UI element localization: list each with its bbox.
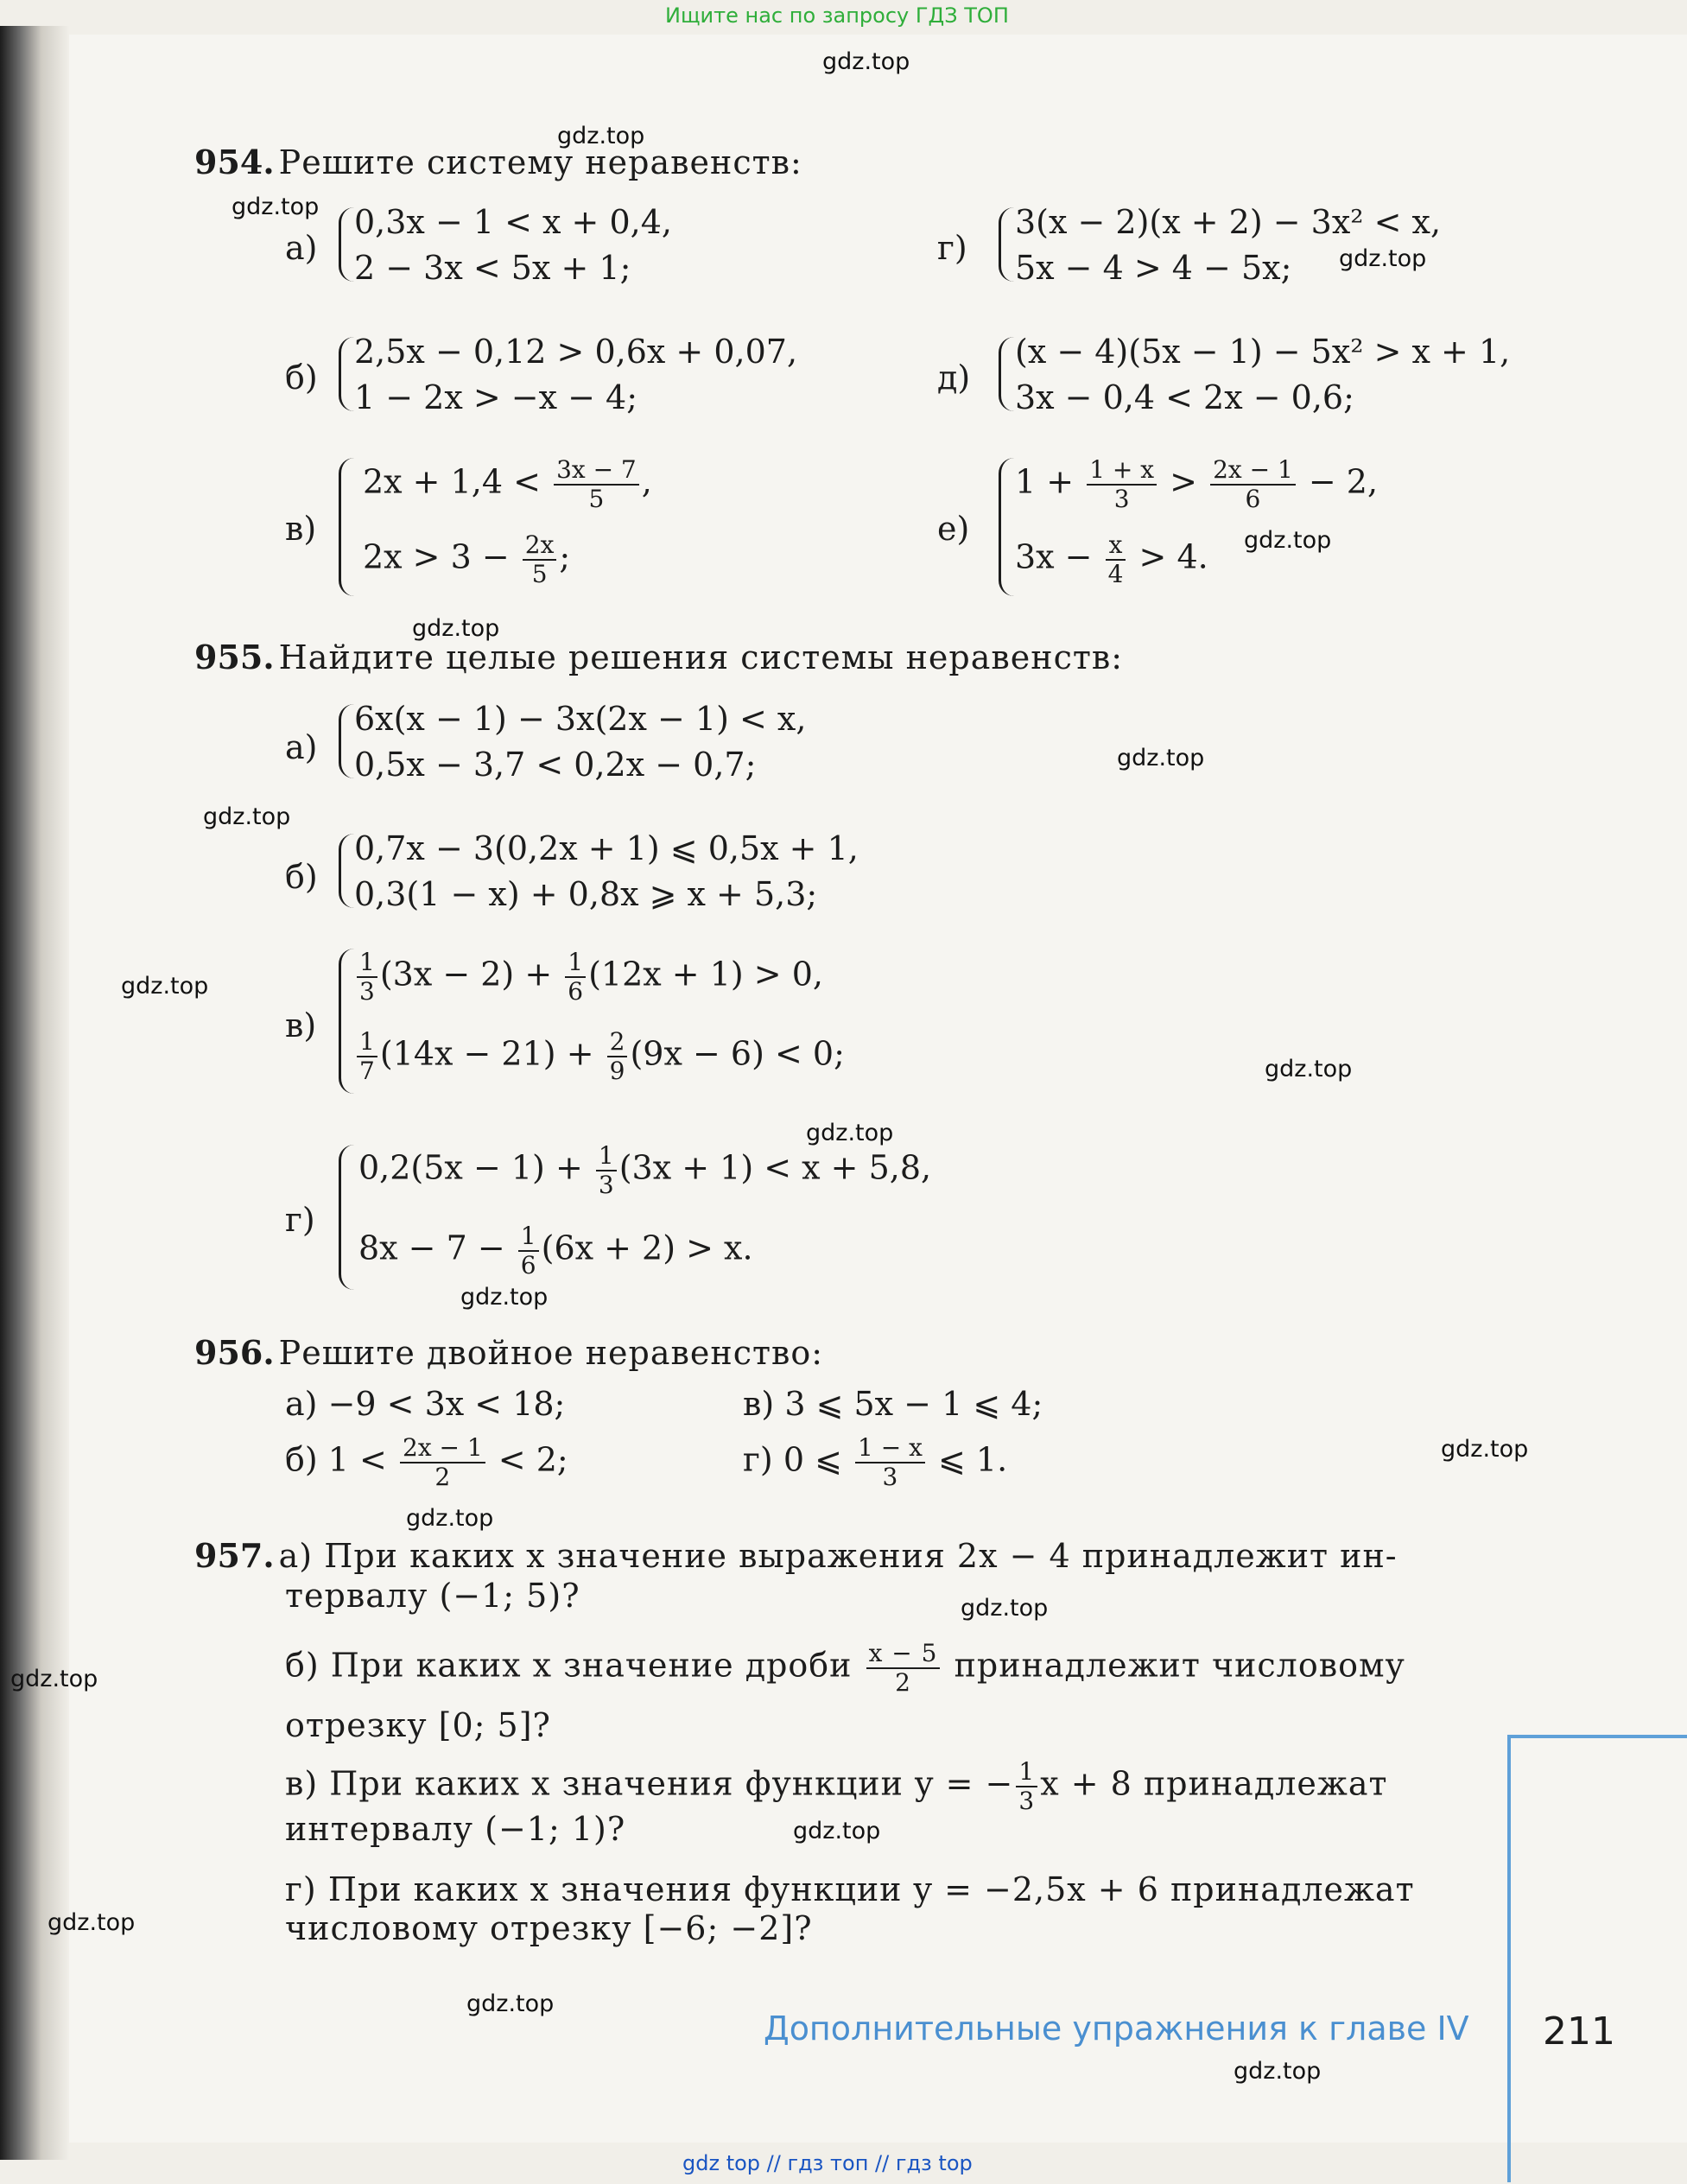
numerator: 1 [596, 1142, 617, 1171]
top-banner: Ищите нас по запросу ГДЗ ТОП [665, 3, 1009, 28]
double-inequality-b [285, 1434, 568, 1491]
expr: > [1170, 462, 1198, 501]
numerator: x [1106, 531, 1126, 561]
numerator: 1 [357, 1028, 377, 1057]
system-brace [999, 337, 1017, 411]
task-957-b [285, 1640, 1405, 1697]
watermark: gdz.top [1244, 527, 1332, 554]
expr: < 2; [498, 1440, 568, 1479]
numerator: 1 − x [855, 1434, 925, 1463]
task-title: Найдите целые решения системы неравенств: [278, 638, 1124, 676]
denominator: 3 [882, 1463, 898, 1492]
inequality: 5x − 4 > 4 − 5x; [1015, 249, 1292, 287]
task-text: числовому отрезку [−6; −2]? [285, 1909, 813, 1947]
denominator: 6 [568, 977, 584, 1006]
watermark: gdz.top [231, 194, 320, 220]
watermark: gdz.top [1117, 745, 1205, 771]
label-v: в) [285, 510, 317, 548]
numerator: 1 [1016, 1758, 1037, 1787]
expr: 2x + 1,4 < [363, 462, 541, 501]
numerator: 3x − 7 [554, 456, 639, 486]
label-e: е) [937, 510, 970, 548]
fraction [1210, 456, 1296, 513]
fraction [523, 531, 557, 588]
numerator: 1 [565, 949, 586, 978]
watermark: gdz.top [793, 1818, 881, 1844]
expr: (14x − 21) + [379, 1034, 594, 1073]
task-text: тервалу (−1; 5)? [285, 1577, 580, 1615]
denominator: 9 [609, 1057, 625, 1086]
inequality [358, 1142, 931, 1199]
system-brace [999, 458, 1017, 596]
watermark: gdz.top [1234, 2058, 1322, 2085]
task-text: в) При каких x значения функции y = − [285, 1764, 1014, 1803]
watermark: gdz.top [1265, 1056, 1353, 1082]
denominator: 5 [588, 485, 605, 514]
inequality: (x − 4)(5x − 1) − 5x² > x + 1, [1015, 333, 1511, 371]
watermark: gdz.top [1339, 245, 1427, 272]
inequality: 3x − 0,4 < 2x − 0,6; [1015, 378, 1354, 416]
denominator: 6 [1245, 485, 1261, 514]
expr: 0 ⩽ [783, 1440, 842, 1479]
task-number: 957. [194, 1536, 275, 1575]
task-text: принадлежит числовому [954, 1646, 1405, 1685]
label-b: б) [285, 359, 318, 397]
numerator: 2 [607, 1028, 628, 1057]
inequality [354, 1028, 845, 1085]
numerator: 2x − 1 [1210, 456, 1296, 486]
denominator: 3 [598, 1171, 614, 1200]
inequality: 2,5x − 0,12 > 0,6x + 0,07, [354, 333, 798, 371]
numerator: x − 5 [866, 1640, 941, 1669]
numerator: 1 [357, 949, 377, 978]
watermark: gdz.top [460, 1284, 549, 1311]
denominator: 5 [531, 560, 548, 589]
fraction [1087, 456, 1157, 513]
denominator: 2 [434, 1463, 451, 1492]
expr: −9 < 3x < 18; [327, 1385, 566, 1423]
watermark: gdz.top [557, 123, 645, 149]
label-a: а) [285, 1385, 318, 1423]
label-a: а) [285, 229, 318, 267]
expr: (12x + 1) > 0, [588, 955, 823, 994]
inequality: 0,3x − 1 < x + 0,4, [354, 203, 672, 241]
expr: 1 + [1015, 462, 1075, 501]
expr: 1 < [327, 1440, 387, 1479]
expr: 3 ⩽ 5x − 1 ⩽ 4; [784, 1385, 1043, 1423]
label-a: а) [285, 728, 318, 766]
chapter-title: Дополнительные упражнения к главе IV [764, 2009, 1469, 2048]
task-number: 955. [194, 638, 275, 676]
label-v: в) [743, 1385, 775, 1423]
watermark: gdz.top [822, 48, 910, 75]
denominator: 2 [895, 1668, 911, 1698]
numerator: 1 + x [1087, 456, 1157, 486]
double-inequality-v [743, 1385, 1043, 1423]
double-inequality-a [285, 1385, 565, 1423]
task-955-header [194, 638, 1123, 676]
watermark: gdz.top [121, 973, 209, 1000]
task-text: x + 8 принадлежат [1040, 1764, 1388, 1803]
watermark: gdz.top [961, 1595, 1049, 1622]
expr: 2x > 3 − [363, 537, 510, 576]
denominator: 4 [1107, 560, 1124, 589]
system-brace [339, 1145, 357, 1290]
task-956-header [194, 1333, 823, 1372]
chapter-rule [1507, 1735, 1511, 2182]
label-v: в) [285, 1006, 317, 1044]
inequality: 1 − 2x > −x − 4; [354, 378, 638, 416]
page-gutter-shadow [0, 26, 69, 2160]
task-954-header [194, 143, 802, 181]
double-inequality-g [743, 1434, 1007, 1491]
numerator: 2x [523, 531, 557, 561]
inequality [1015, 531, 1208, 588]
task-text: а) При каких x значение выражения 2x − 4 принадлежит ин- [278, 1537, 1398, 1575]
fraction [1016, 1758, 1037, 1815]
denominator: 3 [1113, 485, 1130, 514]
numerator: 1 [518, 1222, 539, 1252]
inequality: 6x(x − 1) − 3x(2x − 1) < x, [354, 700, 807, 738]
numerator: 2x − 1 [400, 1434, 485, 1463]
watermark: gdz.top [406, 1505, 494, 1532]
expr: (3x + 1) < x + 5,8, [618, 1148, 932, 1187]
expr: − 2, [1308, 462, 1379, 501]
inequality: 0,5x − 3,7 < 0,2x − 0,7; [354, 746, 757, 784]
inequality [358, 1222, 753, 1279]
task-957-v [285, 1758, 1388, 1815]
fraction [596, 1142, 617, 1199]
expr: ⩽ 1. [938, 1440, 1008, 1479]
watermark: gdz.top [466, 1990, 555, 2017]
inequality: 0,7x − 3(0,2x + 1) ⩽ 0,5x + 1, [354, 829, 859, 867]
fraction [1106, 531, 1126, 588]
task-957-line-a1 [194, 1536, 1398, 1575]
fraction [400, 1434, 485, 1491]
fraction [607, 1028, 628, 1085]
inequality [363, 531, 570, 588]
system-brace [339, 458, 357, 596]
denominator: 3 [1018, 1787, 1036, 1816]
system-brace [999, 207, 1017, 282]
expr: > 4. [1138, 537, 1208, 576]
expr: 8x − 7 − [358, 1228, 505, 1267]
bottom-footer: gdz top // гдз топ // гдз top [682, 2151, 973, 2175]
inequality: 2 − 3x < 5x + 1; [354, 249, 631, 287]
watermark: gdz.top [10, 1666, 98, 1692]
task-text: б) При каких x значение дроби [285, 1646, 853, 1685]
fraction [866, 1640, 941, 1697]
task-text: отрезку [0; 5]? [285, 1706, 551, 1744]
label-g: г) [743, 1440, 773, 1479]
expr: (6x + 2) > x. [541, 1228, 753, 1267]
label-g: г) [285, 1201, 315, 1239]
inequality [354, 949, 823, 1006]
chapter-rule [1507, 1735, 1687, 1738]
denominator: 6 [520, 1251, 536, 1280]
task-number: 954. [194, 143, 275, 181]
inequality: 0,3(1 − x) + 0,8x ⩾ x + 5,3; [354, 875, 818, 913]
fraction [554, 456, 639, 513]
expr: (9x − 6) < 0; [630, 1034, 845, 1073]
expr: 3x − [1015, 537, 1093, 576]
fraction [518, 1222, 539, 1279]
watermark: gdz.top [412, 615, 500, 642]
fraction [357, 949, 377, 1006]
page-number: 211 [1543, 2009, 1615, 2054]
fraction [565, 949, 586, 1006]
inequality [1015, 456, 1378, 513]
label-g: г) [937, 229, 967, 267]
task-text: г) При каких x значения функции y = −2,5x + 6 принадлежат [285, 1870, 1415, 1908]
fraction [855, 1434, 925, 1491]
label-b: б) [285, 858, 318, 896]
inequality: 3(x − 2)(x + 2) − 3x² < x, [1015, 203, 1442, 241]
inequality [363, 456, 652, 513]
label-d: д) [937, 359, 971, 397]
expr: , [641, 462, 652, 501]
task-number: 956. [194, 1333, 275, 1372]
expr: (3x − 2) + [379, 955, 553, 994]
expr: 0,2(5x − 1) + [358, 1148, 583, 1187]
label-b: б) [285, 1440, 318, 1479]
task-title: Решите систему неравенств: [278, 143, 802, 181]
denominator: 7 [359, 1057, 375, 1086]
denominator: 3 [359, 977, 375, 1006]
expr: ; [559, 537, 571, 576]
task-title: Решите двойное неравенство: [278, 1334, 824, 1372]
fraction [357, 1028, 377, 1085]
watermark: gdz.top [1441, 1436, 1529, 1463]
watermark: gdz.top [806, 1120, 894, 1146]
task-text: интервалу (−1; 1)? [285, 1810, 626, 1848]
watermark: gdz.top [48, 1909, 136, 1936]
watermark: gdz.top [203, 803, 291, 830]
